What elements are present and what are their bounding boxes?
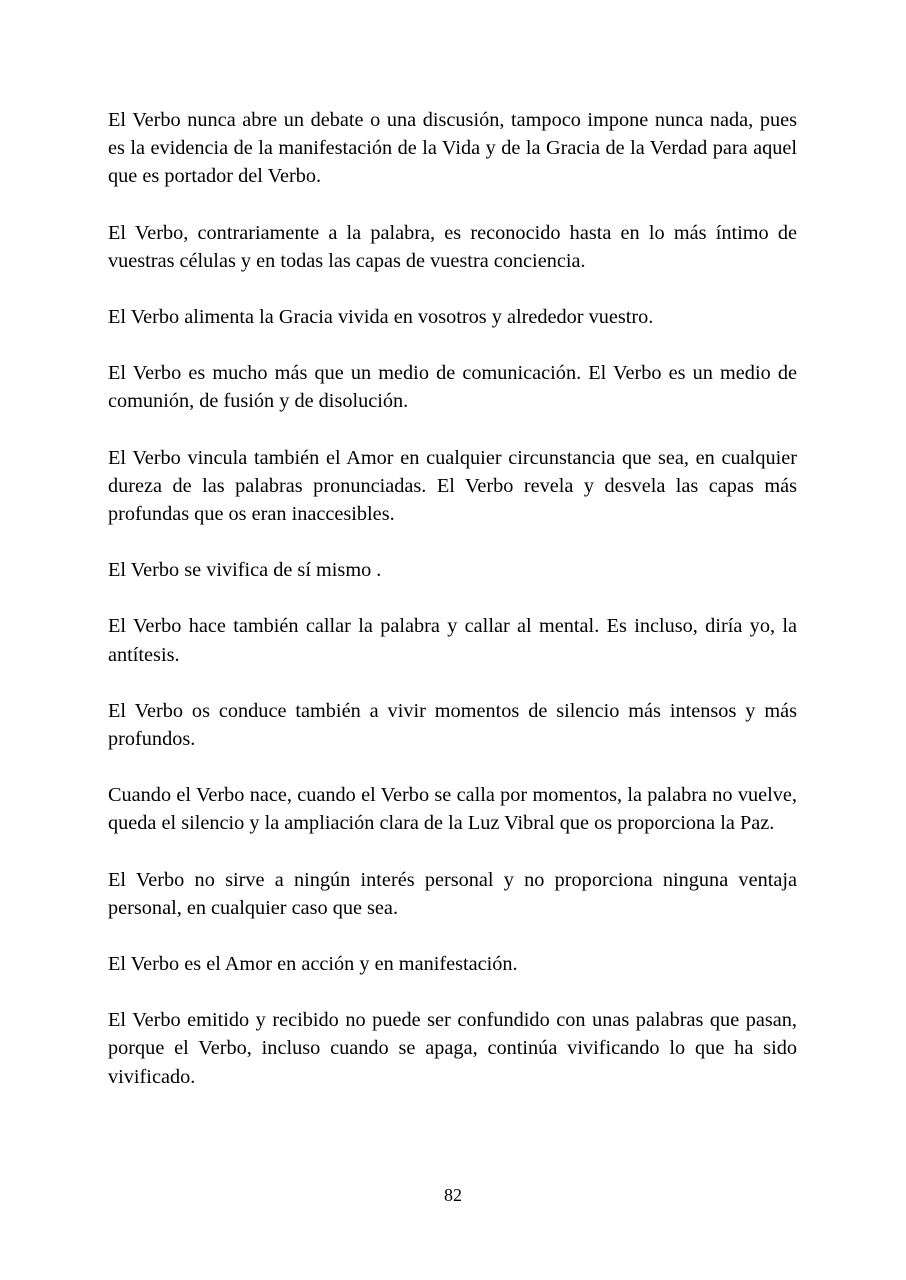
paragraph: El Verbo se vivifica de sí mismo . bbox=[108, 559, 382, 582]
paragraph: Cuando el Verbo nace, cuando el Verbo se calla por momentos, la palabra no vuelve, queda el silencio y la ampliación clara de la Luz Vibral que os proporciona la Paz. bbox=[108, 784, 797, 835]
paragraph: El Verbo vincula también el Amor en cualquier circunstancia que sea, en cualquier dureza de las palabras pronunciadas. El Verbo revela y desvela las capas más profundas que os eran inaccesibles. bbox=[108, 446, 797, 526]
paragraph: El Verbo os conduce también a vivir momentos de silencio más intensos y más profundos. bbox=[108, 699, 797, 751]
paragraph: El Verbo, contrariamente a la palabra, es reconocido hasta en lo más íntimo de vuestras células y en todas las capas de vuestra conciencia. bbox=[108, 221, 797, 272]
page-number: 82 bbox=[444, 1185, 462, 1205]
page-body bbox=[108, 106, 797, 1119]
paragraph: El Verbo hace también callar la palabra y callar al mental. Es incluso, diría yo, la antítesis. bbox=[108, 615, 797, 666]
paragraph: El Verbo es mucho más que un medio de comunicación. El Verbo es un medio de comunión, de fusión y de disolución. bbox=[108, 362, 797, 413]
paragraph: El Verbo alimenta la Gracia vivida en vosotros y alrededor vuestro. bbox=[108, 306, 654, 329]
paragraph: El Verbo es el Amor en acción y en manifestación. bbox=[108, 953, 518, 976]
paragraph: El Verbo emitido y recibido no puede ser confundido con unas palabras que pasan, porque el Verbo, incluso cuando se apaga, continúa vivificando lo que ha sido vivificado. bbox=[108, 1009, 797, 1088]
paragraph: El Verbo nunca abre un debate o una discusión, tampoco impone nunca nada, pues es la evidencia de la manifestación de la Vida y de la Gracia de la Verdad para aquel que es portador del Verbo. bbox=[108, 109, 797, 188]
paragraph: El Verbo no sirve a ningún interés personal y no proporciona ninguna ventaja personal, en cualquier caso que sea. bbox=[108, 868, 797, 919]
